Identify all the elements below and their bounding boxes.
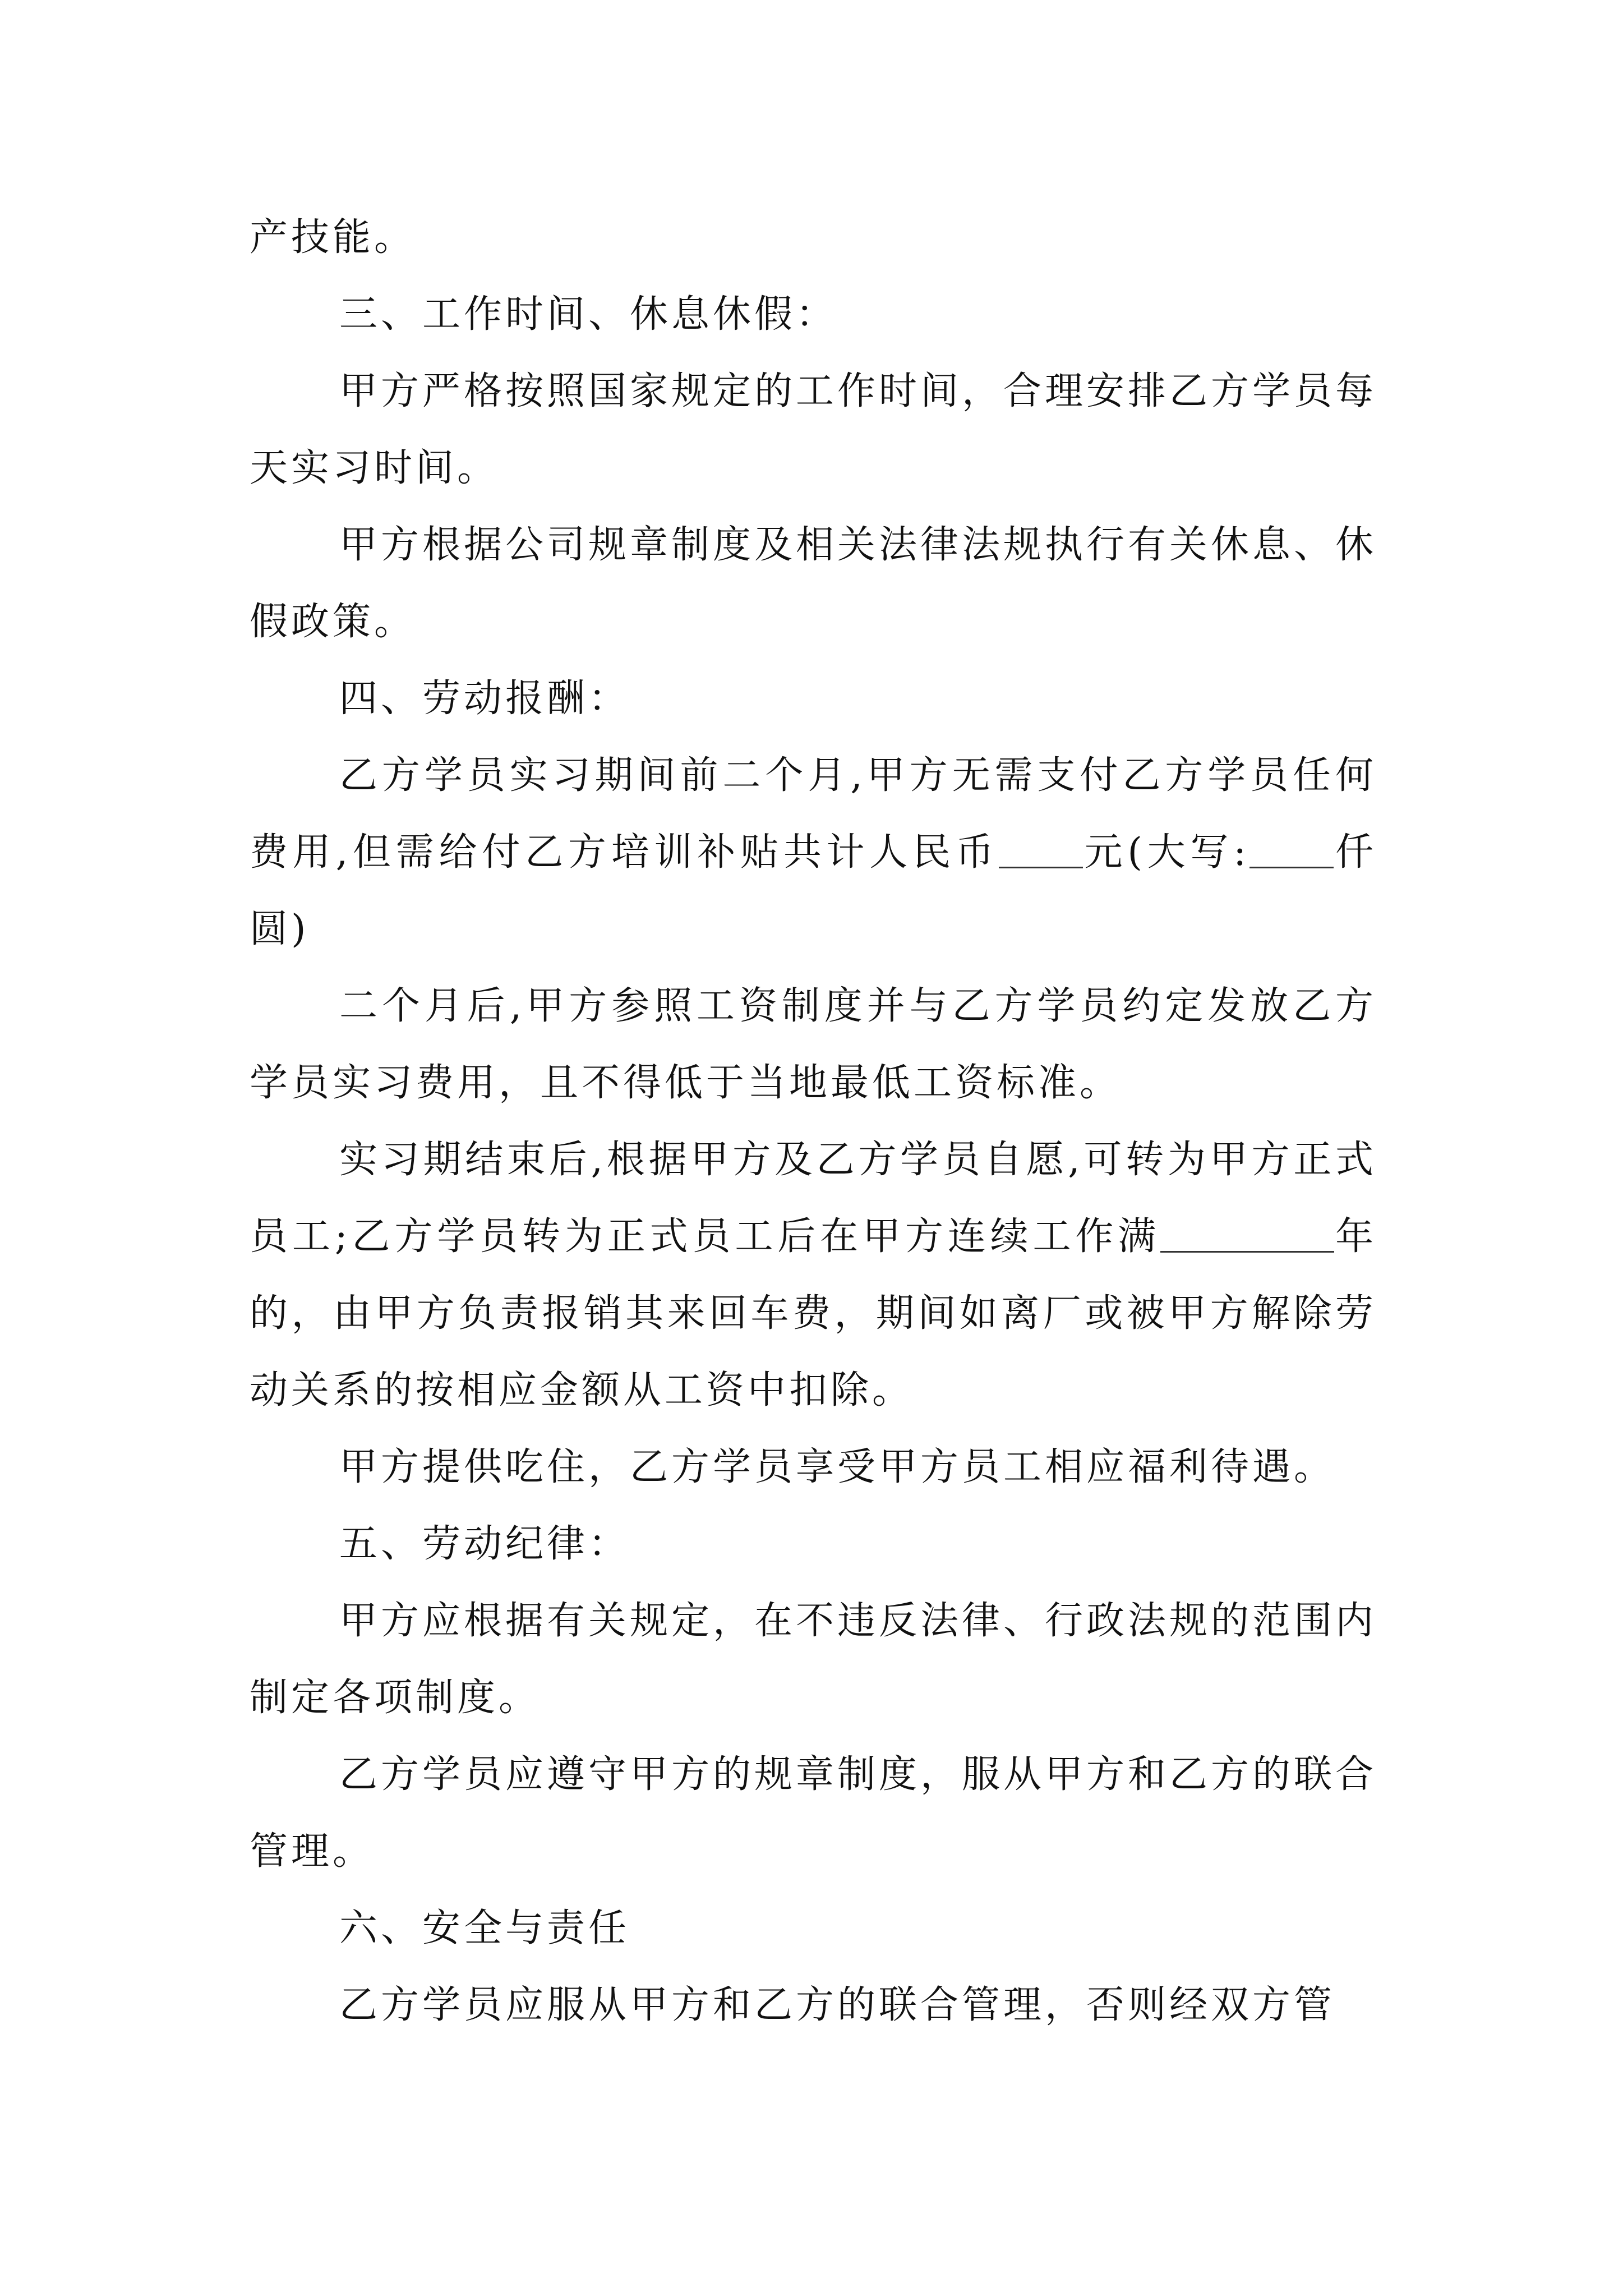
conversion-text-1: 实习期结束后,根据甲方及乙方学员自愿,可转为甲方正式员工;乙方学员转为正式员工后在甲方连续工作满 xyxy=(250,1138,1377,1259)
paragraph-compliance: 乙方学员应遵守甲方的规章制度，服从甲方和乙方的联合管理。 xyxy=(250,1752,1377,1874)
section-heading-remuneration: 四、劳动报酬： xyxy=(339,677,630,721)
subsidy-amount-words-blank[interactable] xyxy=(1249,833,1334,868)
years-blank[interactable] xyxy=(1160,1217,1334,1253)
paragraph-conversion xyxy=(250,1121,1377,1429)
paragraph-continuation: 产技能。 xyxy=(250,215,416,260)
paragraph-rules: 甲方应根据有关规定，在不违反法律、行政法规的范围内制定各项制度。 xyxy=(250,1599,1377,1720)
paragraph-training-subsidy xyxy=(250,737,1377,968)
paragraph-rest-policy: 甲方根据公司规章制度及相关法律法规执行有关休息、休假政策。 xyxy=(250,523,1377,644)
conversion-text-2: 年的，由甲方负责报销其来回车费，期间如离厂或被甲方解除劳动关系的按相应金额从工资中扣除。 xyxy=(250,1214,1377,1412)
paragraph-internship-pay: 二个月后,甲方参照工资制度并与乙方学员约定发放乙方学员实习费用，且不得低于当地最低工资标准。 xyxy=(250,984,1377,1105)
subsidy-text-3: 仟圆) xyxy=(250,830,1377,951)
section-heading-safety: 六、安全与责任 xyxy=(339,1906,630,1950)
paragraph-safety: 乙方学员应服从甲方和乙方的联合管理，否则经双方管 xyxy=(339,1983,1336,2027)
subsidy-text-1: 乙方学员实习期间前二个月,甲方无需支付乙方学员任何费用,但需给付乙方培训补贴共计人民币 xyxy=(250,753,1377,875)
subsidy-text-2: 元(大写: xyxy=(1082,830,1250,875)
document-body xyxy=(250,199,1377,2044)
paragraph-benefits: 甲方提供吃住，乙方学员享受甲方员工相应福利待遇。 xyxy=(339,1445,1336,1489)
section-heading-discipline: 五、劳动纪律： xyxy=(339,1522,630,1566)
subsidy-amount-blank[interactable] xyxy=(999,833,1083,868)
section-heading-work-time: 三、工作时间、休息休假： xyxy=(339,292,838,337)
paragraph-work-hours: 甲方严格按照国家规定的工作时间，合理安排乙方学员每天实习时间。 xyxy=(250,369,1377,490)
